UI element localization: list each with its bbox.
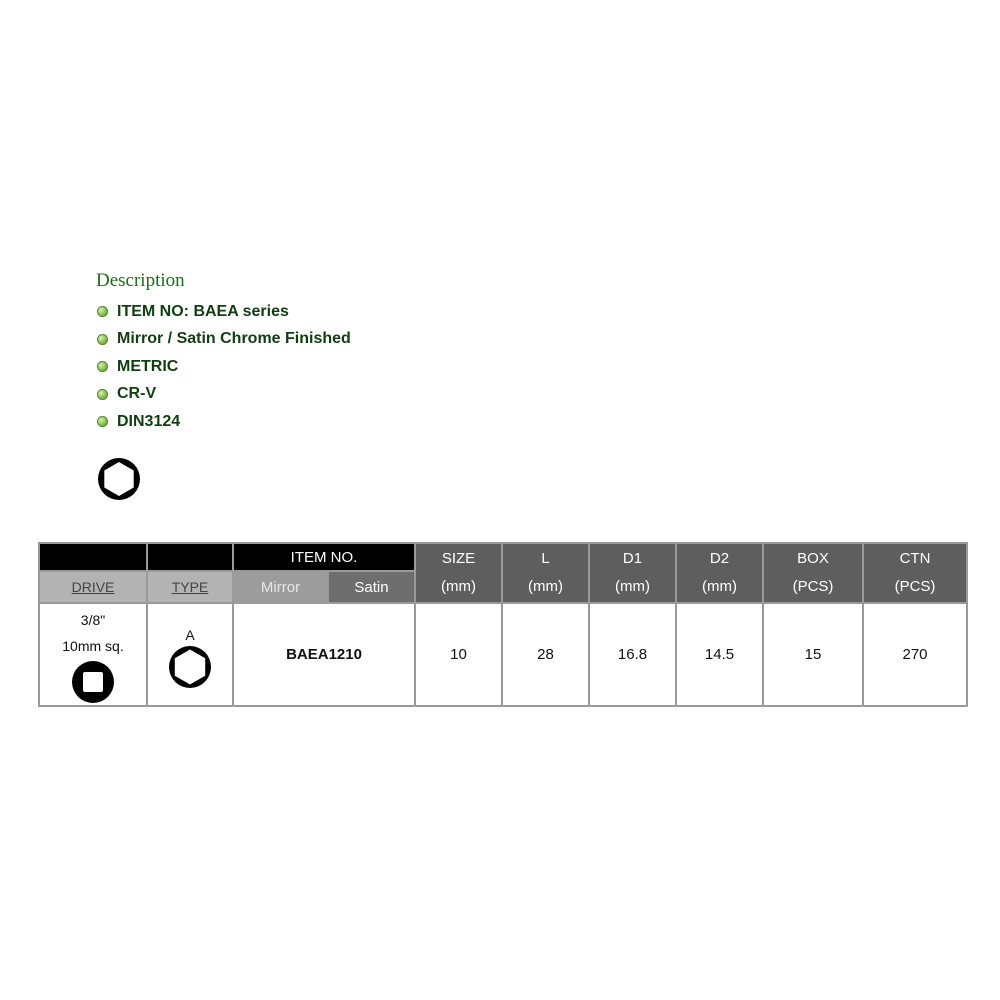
table-row — [39, 603, 967, 706]
box-header: BOX (PCS) — [763, 543, 863, 603]
box-cell: 15 — [763, 603, 863, 706]
bullet-icon — [97, 334, 108, 345]
bullet-icon — [97, 361, 108, 372]
bullet-icon — [97, 306, 108, 317]
list-item: Mirror / Satin Chrome Finished — [96, 326, 351, 354]
d2-cell: 14.5 — [676, 603, 763, 706]
type-cell — [147, 603, 233, 706]
description-list — [96, 298, 351, 436]
d2-header: D2 (mm) — [676, 543, 763, 603]
description-section — [96, 270, 351, 436]
d1-cell: 16.8 — [589, 603, 676, 706]
item-no-header: ITEM NO. — [233, 543, 415, 571]
bullet-icon — [97, 416, 108, 427]
spec-table — [38, 542, 968, 707]
bullet-icon — [97, 389, 108, 400]
l-cell: 28 — [502, 603, 589, 706]
drive-header-top — [39, 543, 147, 571]
item-number-cell: BAEA1210 — [233, 603, 415, 706]
size-header: SIZE (mm) — [415, 543, 502, 603]
ctn-cell: 270 — [863, 603, 967, 706]
drive-inch: 3/8" — [80, 611, 106, 628]
type-label: A — [185, 626, 195, 643]
list-item: CR-V — [96, 381, 351, 409]
hexagon-icon — [168, 645, 212, 689]
satin-header: Satin — [328, 571, 415, 603]
drive-header: DRIVE — [39, 571, 147, 603]
hexagon-icon — [96, 456, 142, 502]
size-cell: 10 — [415, 603, 502, 706]
list-item: METRIC — [96, 353, 351, 381]
type-header: TYPE — [147, 571, 233, 603]
type-header-top — [147, 543, 233, 571]
square-drive-icon — [71, 660, 115, 704]
mirror-header: Mirror — [233, 571, 328, 603]
list-item: ITEM NO: BAEA series — [96, 298, 351, 326]
l-header: L (mm) — [502, 543, 589, 603]
drive-cell — [39, 603, 147, 706]
description-title: Description — [96, 270, 185, 291]
ctn-header: CTN (PCS) — [863, 543, 967, 603]
drive-mm: 10mm sq. — [62, 637, 124, 654]
list-item: DIN3124 — [96, 408, 351, 436]
d1-header: D1 (mm) — [589, 543, 676, 603]
